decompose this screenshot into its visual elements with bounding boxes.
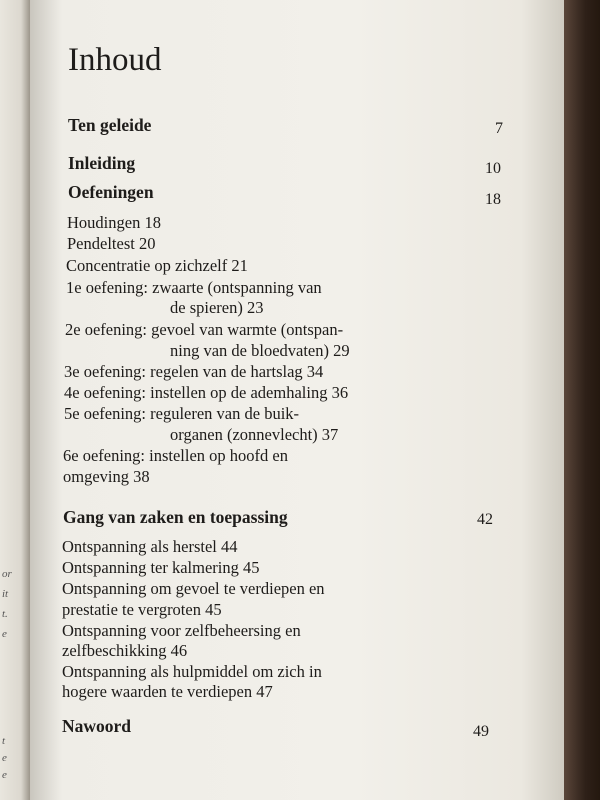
toc-entry: Ontspanning ter kalmering 45 [62, 558, 260, 577]
toc-entry: Ontspanning om gevoel te verdiepen en [62, 579, 325, 598]
toc-entry: Ontspanning voor zelfbeheersing en [62, 621, 301, 640]
page-title: Inhoud [68, 42, 162, 78]
left-page-fragment: or [2, 568, 12, 580]
toc-entry-continued: omgeving 38 [63, 467, 150, 486]
book-cover-edge [564, 0, 600, 800]
toc-entry-continued: zelfbeschikking 46 [62, 641, 188, 660]
left-page-fragment: e [2, 628, 7, 640]
toc-entry: 2e oefening: gevoel van warmte (ontspan- [65, 320, 344, 339]
chapter-gang-van-zaken: Gang van zaken en toepassing [63, 507, 288, 527]
toc-entry: Ontspanning als herstel 44 [62, 537, 238, 556]
left-page-edge [0, 0, 30, 800]
left-page-fragment: t. [2, 608, 8, 620]
chapter-page-number: 7 [495, 120, 503, 137]
chapter-oefeningen: Oefeningen [68, 182, 154, 202]
toc-entry: Concentratie op zichzelf 21 [66, 256, 248, 275]
chapter-page-number: 42 [477, 511, 493, 528]
toc-entry-continued: de spieren) 23 [170, 298, 264, 317]
toc-entry: 4e oefening: instellen op de ademhaling 36 [64, 383, 349, 402]
left-page-fragment: e [2, 752, 7, 764]
toc-entry: Pendeltest 20 [67, 234, 156, 253]
toc-entry: 1e oefening: zwaarte (ontspanning van [66, 278, 322, 297]
left-page-fragment: e [2, 769, 7, 781]
book-page [30, 0, 564, 800]
toc-entry: Ontspanning als hulpmiddel om zich in [62, 662, 322, 681]
chapter-inleiding: Inleiding [68, 153, 136, 173]
toc-entry-continued: hogere waarden te verdiepen 47 [62, 682, 273, 701]
toc-entry: 5e oefening: reguleren van de buik- [64, 404, 300, 423]
toc-entry-continued: ning van de bloedvaten) 29 [170, 341, 350, 360]
toc-entry: Houdingen 18 [67, 213, 161, 232]
chapter-ten-geleide: Ten geleide [68, 115, 152, 135]
toc-entry-continued: organen (zonnevlecht) 37 [170, 425, 339, 444]
left-page-fragment: it [2, 588, 9, 600]
chapter-nawoord: Nawoord [62, 716, 132, 736]
chapter-page-number: 49 [473, 723, 489, 740]
toc-entry: 6e oefening: instellen op hoofd en [63, 446, 288, 465]
toc-entry-continued: prestatie te vergroten 45 [62, 600, 222, 619]
chapter-page-number: 10 [485, 160, 501, 177]
chapter-page-number: 18 [485, 191, 501, 208]
toc-entry: 3e oefening: regelen van de hartslag 34 [64, 362, 324, 381]
left-page-fragment: t [2, 735, 6, 747]
